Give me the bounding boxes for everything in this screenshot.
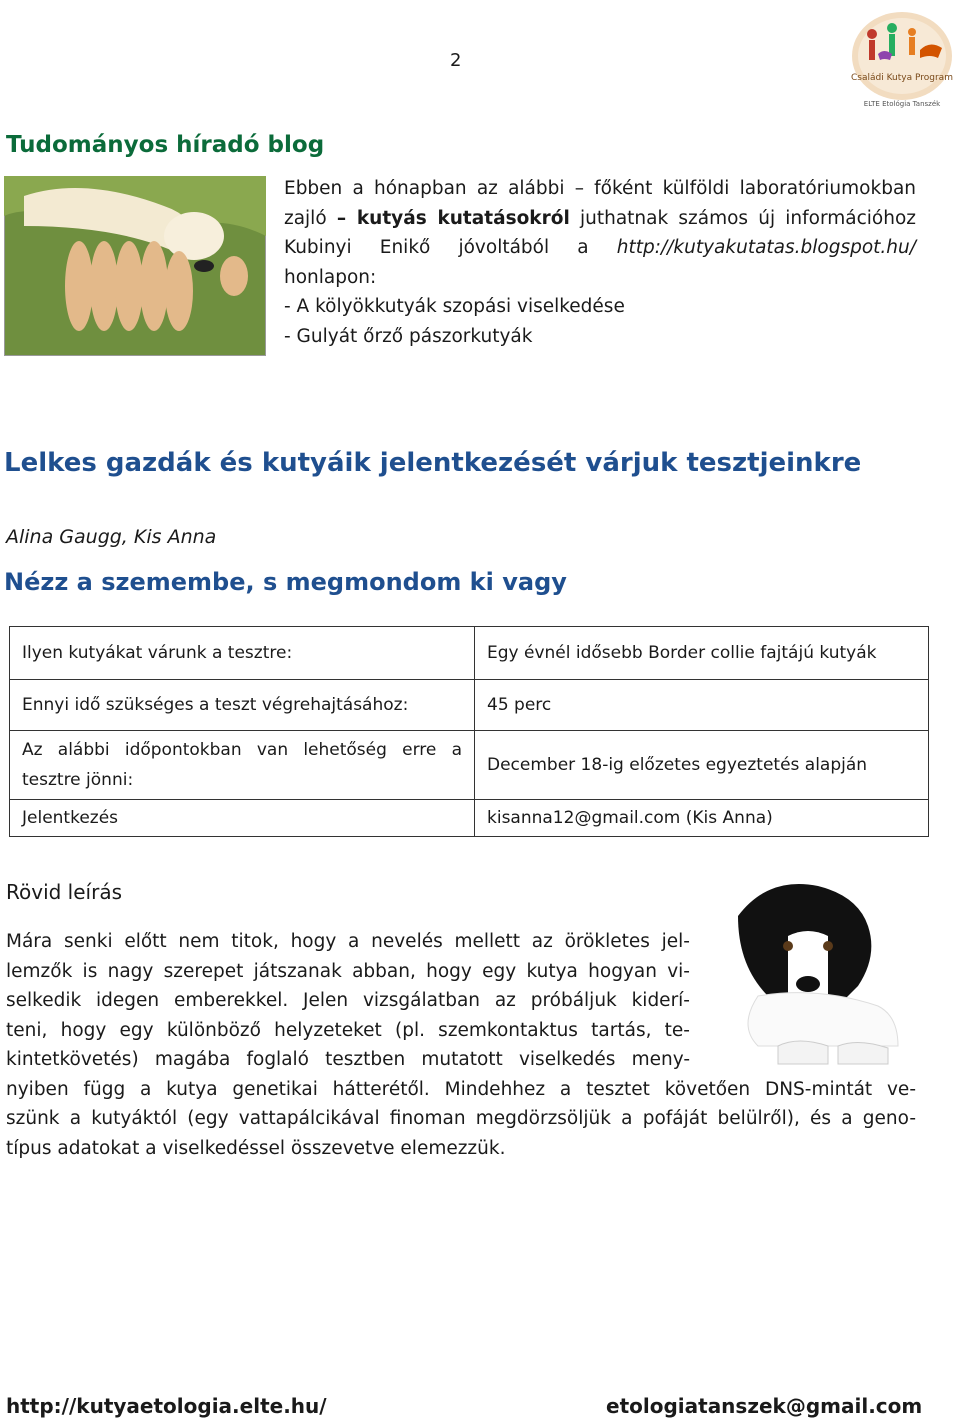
footer-email-link[interactable]: etologiatanszek@gmail.com bbox=[606, 1394, 923, 1418]
table-value: Egy évnél idősebb Border collie fajtájú kutyák bbox=[475, 627, 929, 680]
table-label: Az alábbi időpontokban van lehetőség erre a tesztre jönni: bbox=[10, 731, 475, 800]
svg-text:ELTE Etológia Tanszék: ELTE Etológia Tanszék bbox=[863, 100, 941, 108]
section-title: Lelkes gazdák és kutyáik jelentkezését várjuk tesztjeinkre bbox=[4, 448, 862, 478]
svg-text:Családi Kutya Program: Családi Kutya Program bbox=[851, 73, 953, 83]
table-row bbox=[10, 627, 929, 680]
description-line: típus adatokat a viselkedéssel összevetve elemezzük. bbox=[6, 1137, 506, 1159]
blog-item: - A kölyökkutyák szopási viselkedése bbox=[284, 296, 625, 317]
description-line: nyiben függ a kutya genetikai hátterétől. Mindehhez a tesztet követően DNS-mintát ve- bbox=[6, 1078, 916, 1100]
blog-title: Tudományos híradó blog bbox=[6, 132, 325, 158]
info-table bbox=[9, 626, 929, 837]
blog-line: Ebben a hónapban az alábbi – főként külföldi laboratóriumokban bbox=[284, 178, 916, 199]
table-row bbox=[10, 731, 929, 800]
short-description bbox=[6, 927, 916, 1163]
blog-line: honlapon: bbox=[284, 266, 377, 288]
description-line: selkedik idegen emberekkel. Jelen vizsgálatban az próbáljuk kiderí- bbox=[6, 990, 690, 1011]
program-logo bbox=[850, 6, 954, 112]
table-label: Ilyen kutyákat várunk a tesztre: bbox=[10, 627, 475, 680]
blog-link[interactable]: http://kutyakutatas.blogspot.hu/ bbox=[616, 237, 916, 258]
authors: Alina Gaugg, Kis Anna bbox=[6, 526, 217, 548]
blog-text bbox=[284, 174, 916, 351]
short-description-heading: Rövid leírás bbox=[6, 880, 122, 904]
blog-line: zajló – kutyás kutatásokról juthatnak számos új információhoz bbox=[284, 207, 917, 229]
table-label: Ennyi idő szükséges a teszt végrehajtásához: bbox=[10, 680, 475, 731]
section-subtitle: Nézz a szemembe, s megmondom ki vagy bbox=[4, 568, 567, 596]
footer-website-link[interactable]: http://kutyaetologia.elte.hu/ bbox=[6, 1394, 327, 1418]
puppies-photo bbox=[4, 176, 266, 356]
table-value: 45 perc bbox=[475, 680, 929, 731]
table-row bbox=[10, 680, 929, 731]
description-line: teni, hogy egy különböző helyzeteket (pl. szemkontaktus tartás, te- bbox=[6, 1019, 690, 1041]
page-number: 2 bbox=[450, 50, 462, 71]
description-line: szünk a kutyáktól (egy vattapálcikával finoman megdörzsöljük a pofáját belülről), és a geno- bbox=[6, 1108, 916, 1129]
table-value-email[interactable]: kisanna12@gmail.com (Kis Anna) bbox=[475, 800, 929, 837]
table-row bbox=[10, 800, 929, 837]
description-line: lemzők is nagy szerepet játszanak abban, hogy egy kutya hogyan vi- bbox=[6, 960, 690, 982]
description-line: kintetkövetés) magába foglaló tesztben mutatott viselkedés meny- bbox=[6, 1049, 690, 1070]
description-line: Mára senki előtt nem titok, hogy a nevelés mellett az örökletes jel- bbox=[6, 931, 690, 952]
table-label: Jelentkezés bbox=[10, 800, 475, 837]
blog-line: Kubinyi Enikő jóvoltából a http://kutyakutatas.blogspot.hu/ bbox=[284, 237, 916, 258]
blog-item: - Gulyát őrző pászorkutyák bbox=[284, 325, 533, 347]
table-value: December 18-ig előzetes egyeztetés alapján bbox=[475, 731, 929, 800]
